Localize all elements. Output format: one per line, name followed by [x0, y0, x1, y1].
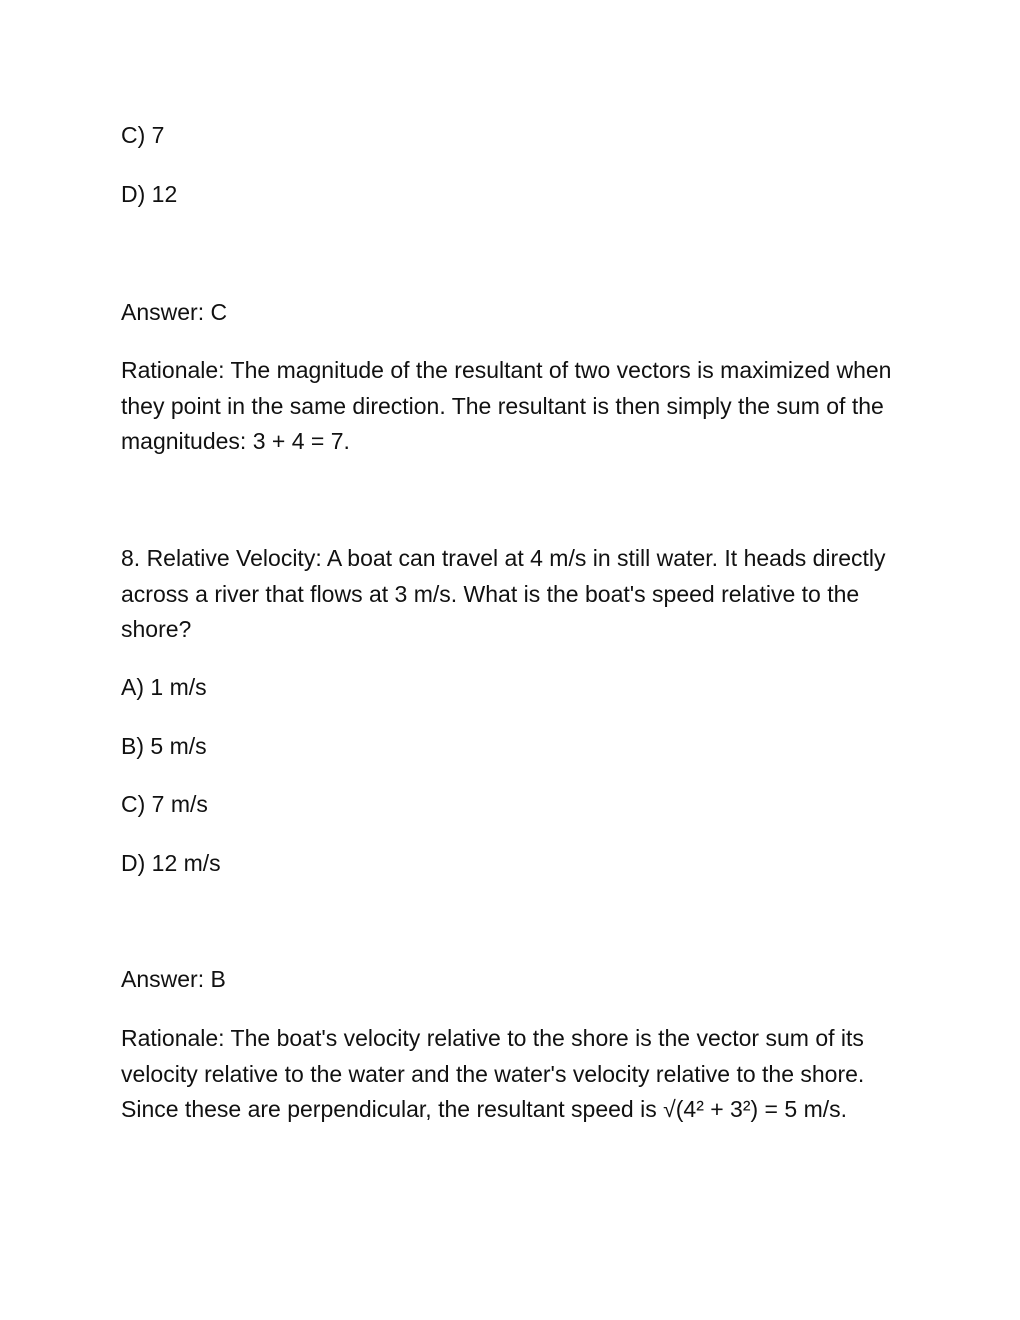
- q8-answer: Answer: B: [121, 966, 226, 992]
- q8-option-a: A) 1 m/s: [121, 674, 207, 700]
- q7-rationale: Rationale: The magnitude of the resultant of two vectors is maximized when they point in the same direction. The resultant is then simply the sum of the magnitudes: 3 + 4 = 7.: [121, 357, 892, 454]
- q7-answer: Answer: C: [121, 299, 228, 325]
- q8-rationale: Rationale: The boat's velocity relative to the shore is the vector sum of its velocity relative to the water and the water's velocity relative to the shore. Since these are perpendicular, the resultant speed is √(4² + 3²) = 5 m/s.: [121, 1025, 865, 1122]
- q8-option-c: C) 7 m/s: [121, 791, 208, 817]
- q8-question: 8. Relative Velocity: A boat can travel at 4 m/s in still water. It heads directly across a river that flows at 3 m/s. What is the boat's speed relative to the shore?: [121, 545, 886, 642]
- q7-option-d: D) 12: [121, 181, 178, 207]
- q7-option-c: C) 7: [121, 122, 165, 148]
- q8-option-d: D) 12 m/s: [121, 850, 221, 876]
- q8-option-b: B) 5 m/s: [121, 733, 207, 759]
